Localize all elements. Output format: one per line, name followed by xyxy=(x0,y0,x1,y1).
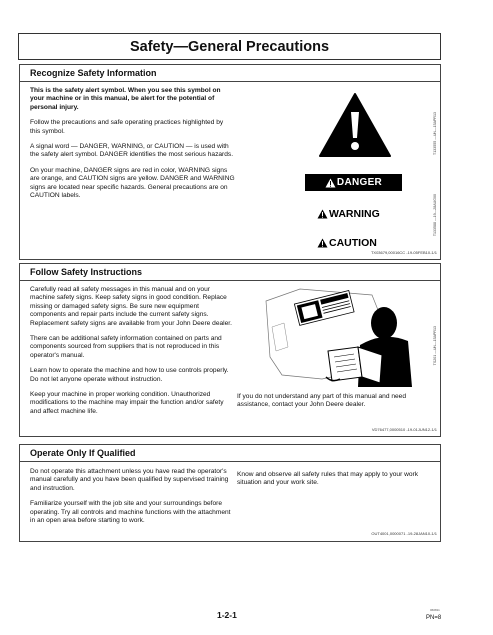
page-title-box xyxy=(18,33,441,60)
qualified-text-column-left xyxy=(30,468,236,525)
paragraph: Do not operate this attachment unless you have read the operator's manual carefully and you have been qualified by supervised training and instruction. xyxy=(30,468,229,492)
caution-signal-word xyxy=(317,237,377,249)
caution-label: CAUTION xyxy=(329,237,377,249)
follow-text-column-right xyxy=(237,393,437,417)
alert-triangle-icon xyxy=(325,178,336,188)
alert-triangle-icon xyxy=(317,209,328,219)
safety-sign-decal xyxy=(294,291,354,326)
paragraph: Familiarize yourself with the job site and your surroundings before operating. Try all controls and machine functions with the attachment in an open area before starting to work. xyxy=(30,500,231,525)
small-code: 060811 xyxy=(430,608,440,612)
warning-signal-word xyxy=(317,208,380,220)
paragraph: Keep your machine in proper working condition. Unauthorized modifications to the machine may impair the function and/or safety and affect machine life. xyxy=(30,391,224,415)
page-title: Safety—General Precautions xyxy=(129,38,330,55)
section-body xyxy=(20,281,440,437)
follow-text-column-left xyxy=(30,286,236,416)
section-heading: Follow Safety Instructions xyxy=(20,264,440,281)
person-reading-manual-illustration xyxy=(262,287,422,387)
image-code: TS201 —UN—15APR13 xyxy=(433,326,437,366)
pn-number: PN=8 xyxy=(426,615,442,621)
recognize-text-column xyxy=(30,87,235,207)
qualified-text-column-right xyxy=(237,471,437,495)
image-code: T133588 —19—28AUG00 xyxy=(433,194,437,237)
warning-label: WARNING xyxy=(329,208,380,220)
paragraph: Know and observe all safety rules that may apply to your work situation and your work site. xyxy=(237,471,419,487)
danger-signal-word xyxy=(305,174,402,191)
paragraph: A signal word — DANGER, WARNING, or CAUTION — is used with the safety alert symbol. DANGER identifies the most serious hazards. xyxy=(30,143,234,159)
section-body xyxy=(20,82,440,260)
alert-triangle-icon xyxy=(317,238,328,248)
page-number: 1-2-1 xyxy=(217,610,237,620)
image-code: T133555 —UN—15APR13 xyxy=(433,112,437,155)
reference-code: VD76477,0000510 -19-01JUN12-1/1 xyxy=(371,427,437,432)
reference-code: OUT4001,0000071 -19-28JAN10-1/1 xyxy=(371,531,437,536)
paragraph: If you do not understand any part of this manual and need assistance, contact your John Deere dealer. xyxy=(237,393,406,409)
paragraph: Carefully read all safety messages in this manual and on your machine safety signs. Keep safety signs in good condition. Replace missing or damaged safety signs. Be sure new equipment components and repair parts include the current safety signs. Replacement safety signs are available from your John Deere dealer. xyxy=(30,286,232,327)
paragraph: Follow the precautions and safe operating practices highlighted by this symbol. xyxy=(30,119,224,135)
safety-alert-symbol-icon xyxy=(318,92,392,158)
section-operate-qualified xyxy=(19,444,441,542)
paragraph: There can be additional safety information contained on parts and components sourced from suppliers that is not reproduced in this operator's manual. xyxy=(30,335,222,359)
section-follow-safety xyxy=(19,263,441,437)
section-heading: Operate Only If Qualified xyxy=(20,445,440,462)
paragraph: Learn how to operate the machine and how to use controls properly. Do not let anyone operate without instruction. xyxy=(30,367,229,383)
section-recognize-safety xyxy=(19,64,441,260)
paragraph: This is the safety alert symbol. When you see this symbol on your machine or in this manual, be alert for the potential of personal injury. xyxy=(30,87,221,111)
danger-label: DANGER xyxy=(336,177,383,188)
reference-code: TX03679,00016CC -19-05FEB10-1/1 xyxy=(370,250,437,255)
paragraph: On your machine, DANGER signs are red in color, WARNING signs are orange, and CAUTION signs are yellow. DANGER and WARNING signs are located near specific hazards. General precautions are on CAUTION labels. xyxy=(30,166,235,200)
section-heading: Recognize Safety Information xyxy=(20,65,440,82)
section-body xyxy=(20,462,440,542)
